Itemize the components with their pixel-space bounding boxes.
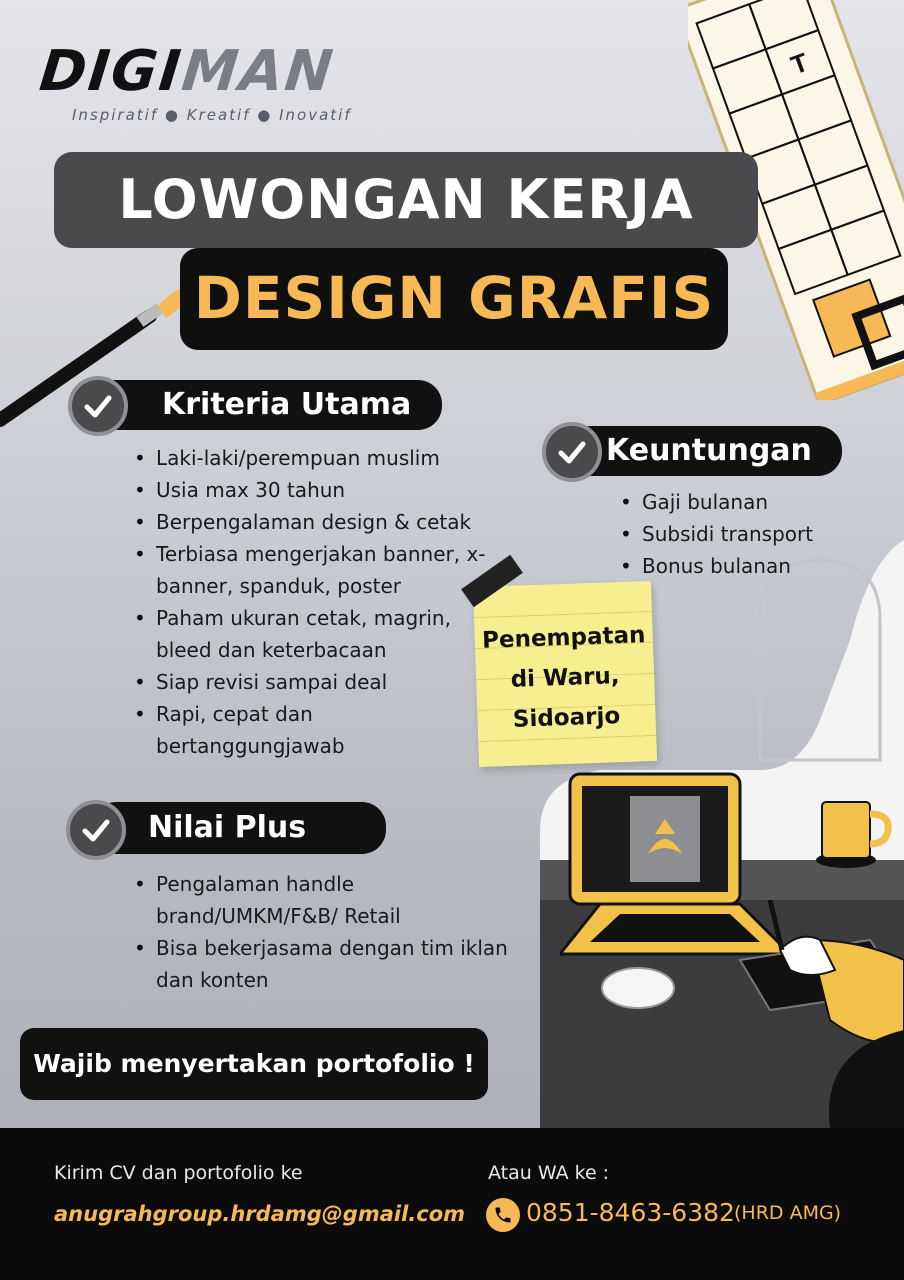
logo-text-part1: DIGI [36,39,186,104]
keuntungan-title: Keuntungan [606,433,812,468]
check-icon [68,376,128,436]
list-item: • Paham ukuran cetak, magrin, bleed dan keterbacaan [156,602,496,666]
list-item: • Bisa bekerjasama dengan tim iklan dan konten [156,932,516,996]
list-item: • Gaji bulanan [642,486,892,518]
mug-icon [808,794,898,874]
cv-label: Kirim CV dan portofolio ke [54,1162,303,1184]
headline-primary: LOWONGAN KERJA [54,152,758,248]
phone-icon [486,1198,520,1232]
check-icon [66,800,126,860]
brand-logo [36,39,338,104]
portfolio-requirement-banner: Wajib menyertakan portofolio ! [20,1028,488,1100]
list-item: • Pengalaman handle brand/UMKM/F&B/ Retail [156,868,516,932]
nilai-plus-header [92,802,386,854]
placement-line-2: di Waru, [510,663,620,693]
kriteria-list [134,442,496,762]
mouse-icon [600,964,680,1014]
svg-text:T: T [786,46,813,81]
keuntungan-list [620,486,892,582]
wa-label: Atau WA ke : [488,1162,610,1184]
kriteria-title: Kriteria Utama [162,387,412,422]
list-item: • Siap revisi sampai deal [156,666,496,698]
placement-line-3: Sidoarjo [512,703,621,733]
brand-tagline: Inspiratif ● Kreatif ● Inovatif [72,106,352,124]
list-item: • Terbiasa mengerjakan banner, x-banner, spanduk, poster [156,538,496,602]
kriteria-header [92,380,442,430]
email-link[interactable]: anugrahgroup.hrdamg@gmail.com [54,1202,465,1226]
list-item: • Laki-laki/perempuan muslim [156,442,496,474]
check-icon [542,422,602,482]
logo-text-part2: MAN [178,39,338,104]
headline-secondary: DESIGN GRAFIS [180,248,728,350]
list-item: • Usia max 30 tahun [156,474,496,506]
phone-note: (HRD AMG) [734,1202,842,1224]
drawing-tablet-icon [710,900,904,1128]
list-item: • Bonus bulanan [642,550,892,582]
placement-sticky-note [473,581,657,767]
keuntungan-header [566,426,842,476]
nilai-plus-title: Nilai Plus [148,810,307,845]
placement-line-1: Penempatan [481,622,646,654]
contact-footer [0,1128,904,1280]
list-item: • Subsidi transport [642,518,892,550]
list-item: • Berpengalaman design & cetak [156,506,496,538]
phone-number[interactable]: 0851-8463-6382 [526,1198,735,1227]
nilai-plus-list [134,868,516,996]
list-item: • Rapi, cepat dan bertanggungjawab [156,698,496,762]
placement-text [474,615,656,741]
